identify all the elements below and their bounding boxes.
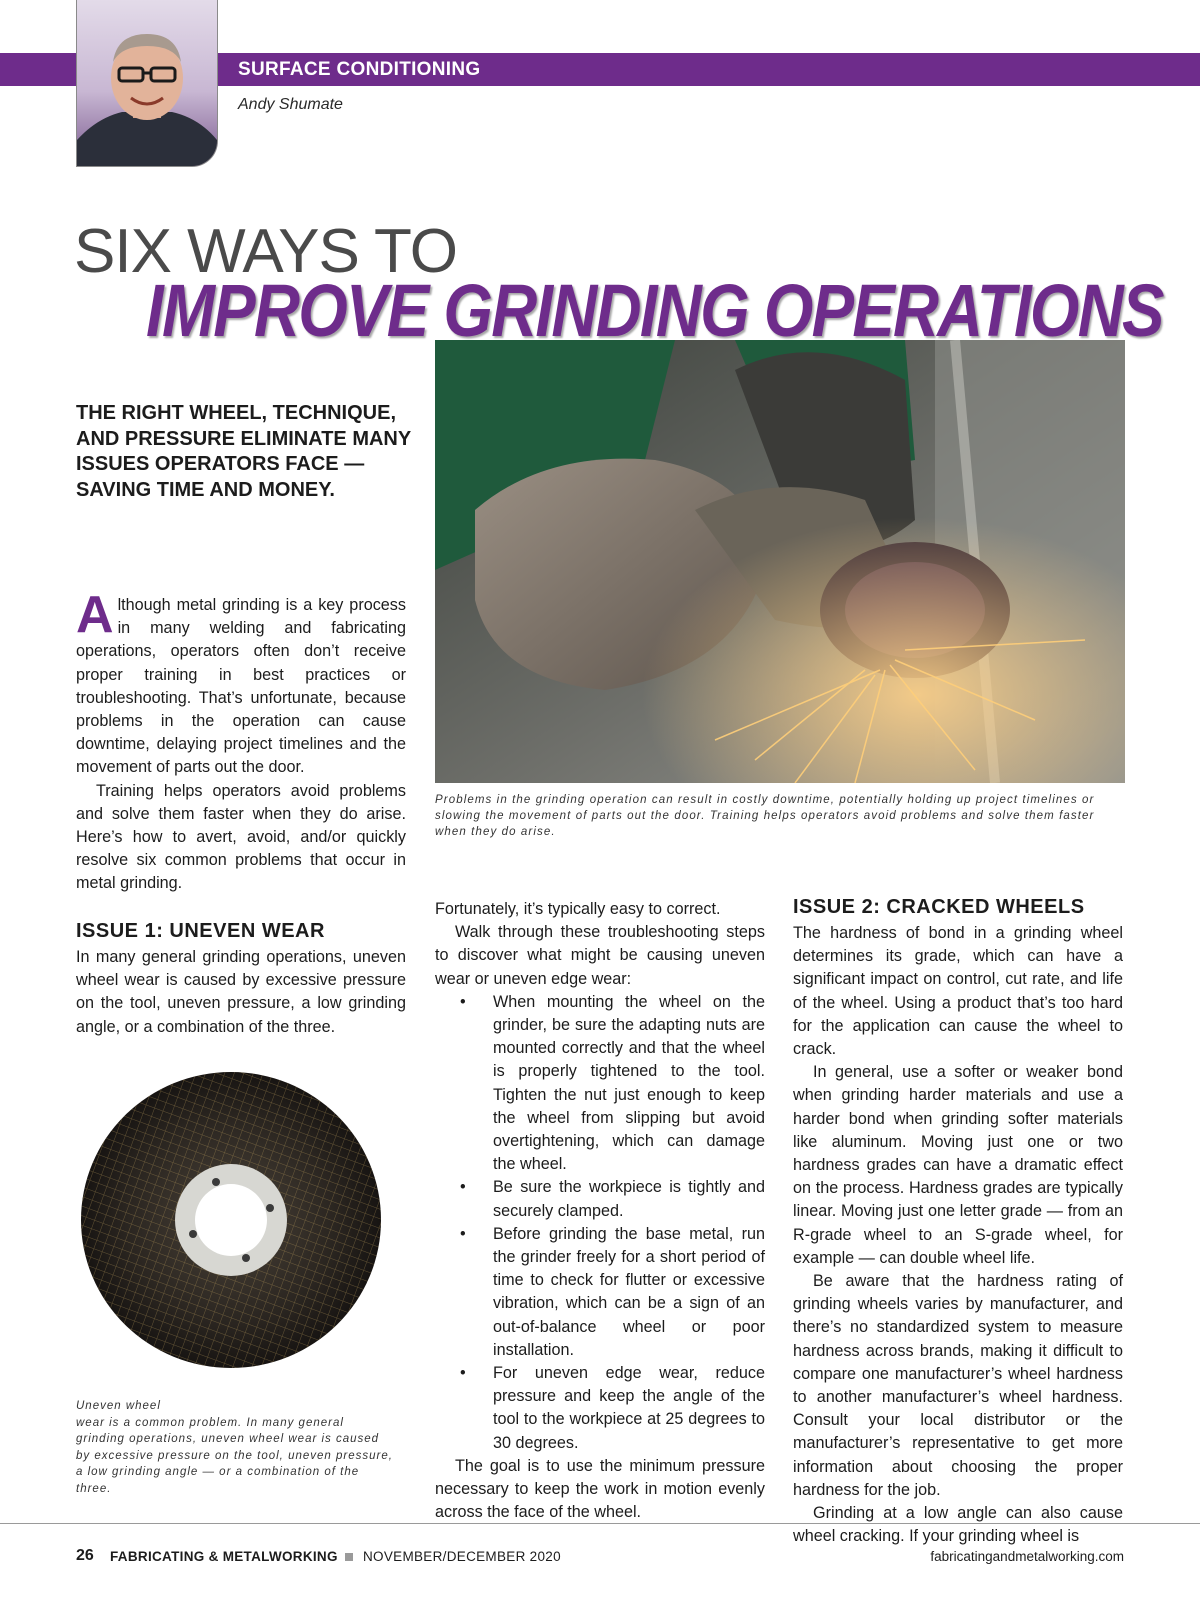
intro-paragraph-1: Although metal grinding is a key process in many welding and fabricating operations, operators often don’t receive proper training in best practices or troubleshooting. That’s unfortunate, because problems in the operation can cause downtime, delaying project timelines and the movement of parts out the door.	[76, 586, 406, 777]
headline-line2: IMPROVE GRINDING OPERATIONS	[146, 269, 1163, 352]
column-2-text: Fortunately, it’s typically easy to correct. Walk through these troubleshooting steps to discover what might be causing uneven wear or uneven edge wear: • When mounting the wheel on the grinder, be sure the adapting nuts are mounted correctly and that the wheel is properly tightened to the tool. Tighten the nut just enough to keep the wheel from slipping but avoid overtightening, which can damage the wheel. • Be sure the workpiece is tightly and securely clamped. • Before grinding the base metal, run the grinder freely for a short period of time to check for flutter or excessive vibration, which can be a sign of an out-of-balance wheel or poor installation. • For uneven edge wear, reduce pressure and keep the angle of the tool to the workpiece at 25 degrees to 30 degrees. The goal is to use the minimum pressure necessary to keep the work in motion evenly across the face of the wheel.	[435, 898, 765, 1524]
wheel-photo-caption: Uneven wheel wear is a common problem. In many general grinding operations, uneven wheel wear is caused by excessive pressure on the tool, uneven pressure, a low grinding angle — or a combination of the three.	[76, 1400, 393, 1495]
author-photo	[76, 0, 218, 167]
issue2-body: The hardness of bond in a grinding wheel determines its grade, which can have a significant impact on control, cut rate, and life of the wheel. Using a product that’s too hard for the application can cause the wheel to crack. In general, use a softer or weaker bond when grinding harder materials and use a harder bond when grinding softer materials like aluminum. Moving just one or two hardness grades can have a dramatic effect on the process. Hardness grades are typically linear. Moving just one letter grade — from an R-grade wheel to an S-grade wheel, for example — can double wheel life. Be aware that the hardness rating of grinding wheels varies by manufacturer, and there’s no standardized system to measure hardness across brands, making it difficult to compare one manufacturer’s wheel hardness to another manufacturer’s wheel hardness. Consult your local distributor or the manufacturer’s representative to get more information about choosing the proper hardness for the job. Grinding at a low angle can also cause wheel cracking. If your grinding wheel is	[793, 924, 1123, 1546]
issue-date: NOVEMBER/DECEMBER 2020	[363, 1549, 561, 1564]
issue2-heading: ISSUE 2: CRACKED WHEELS	[793, 896, 1085, 918]
troubleshooting-list	[435, 991, 765, 1455]
issue1-heading: ISSUE 1: UNEVEN WEAR	[76, 920, 325, 942]
list-item: • Be sure the workpiece is tightly and securely clamped.	[493, 1176, 765, 1222]
author-portrait-image	[77, 0, 217, 166]
website-url: fabricatingandmetalworking.com	[930, 1549, 1124, 1564]
list-item: • For uneven edge wear, reduce pressure and keep the angle of the tool to the workpiece at 25 degrees to 30 degrees.	[493, 1362, 765, 1455]
article-deck: THE RIGHT WHEEL, TECHNIQUE, AND PRESSURE ELIMINATE MANY ISSUES OPERATORS FACE — SAVING TIME AND MONEY.	[76, 402, 411, 501]
list-item: • Before grinding the base metal, run the grinder freely for a short period of time to check for flutter or excessive vibration, which can be a sign of an out-of-balance wheel or poor installation.	[493, 1223, 765, 1362]
intro-paragraph-2: Training helps operators avoid problems and solve them faster when they do arise. Here’s how to avert, avoid, and/or quickly resolve six common problems that occur in metal grinding.	[76, 781, 406, 893]
issue1-body: In many general grinding operations, uneven wheel wear is caused by excessive pressure on the tool, uneven pressure, a low grinding angle, or a combination of the three.	[76, 948, 406, 1036]
grinding-wheel-image	[76, 1060, 386, 1380]
drop-cap: A	[76, 586, 114, 644]
footer-rule	[0, 1523, 1200, 1524]
magazine-name: FABRICATING & METALWORKING	[110, 1549, 338, 1564]
intro-text	[76, 586, 406, 896]
page-number: 26	[76, 1547, 94, 1564]
headline-line1: SIX WAYS TO	[74, 217, 457, 286]
footer-separator	[345, 1553, 353, 1561]
author-name: Andy Shumate	[238, 96, 343, 113]
section-label: SURFACE CONDITIONING	[238, 59, 481, 80]
list-item: • When mounting the wheel on the grinder, be sure the adapting nuts are mounted correctly and that the wheel is properly tightened to the tool. Tighten the nut just enough to keep the wheel from slipping but avoid overtightening, which can damage the wheel.	[493, 991, 765, 1177]
hero-photo-caption: Problems in the grinding operation can result in costly downtime, potentially holding up project timelines or slowing the movement of parts out the door. Training helps operators avoid problems and solve them faster when they do arise.	[435, 794, 1095, 838]
grinding-photo-image	[435, 340, 1125, 783]
hero-grinding-photo	[435, 340, 1125, 783]
worn-wheel-photo	[76, 1060, 386, 1380]
